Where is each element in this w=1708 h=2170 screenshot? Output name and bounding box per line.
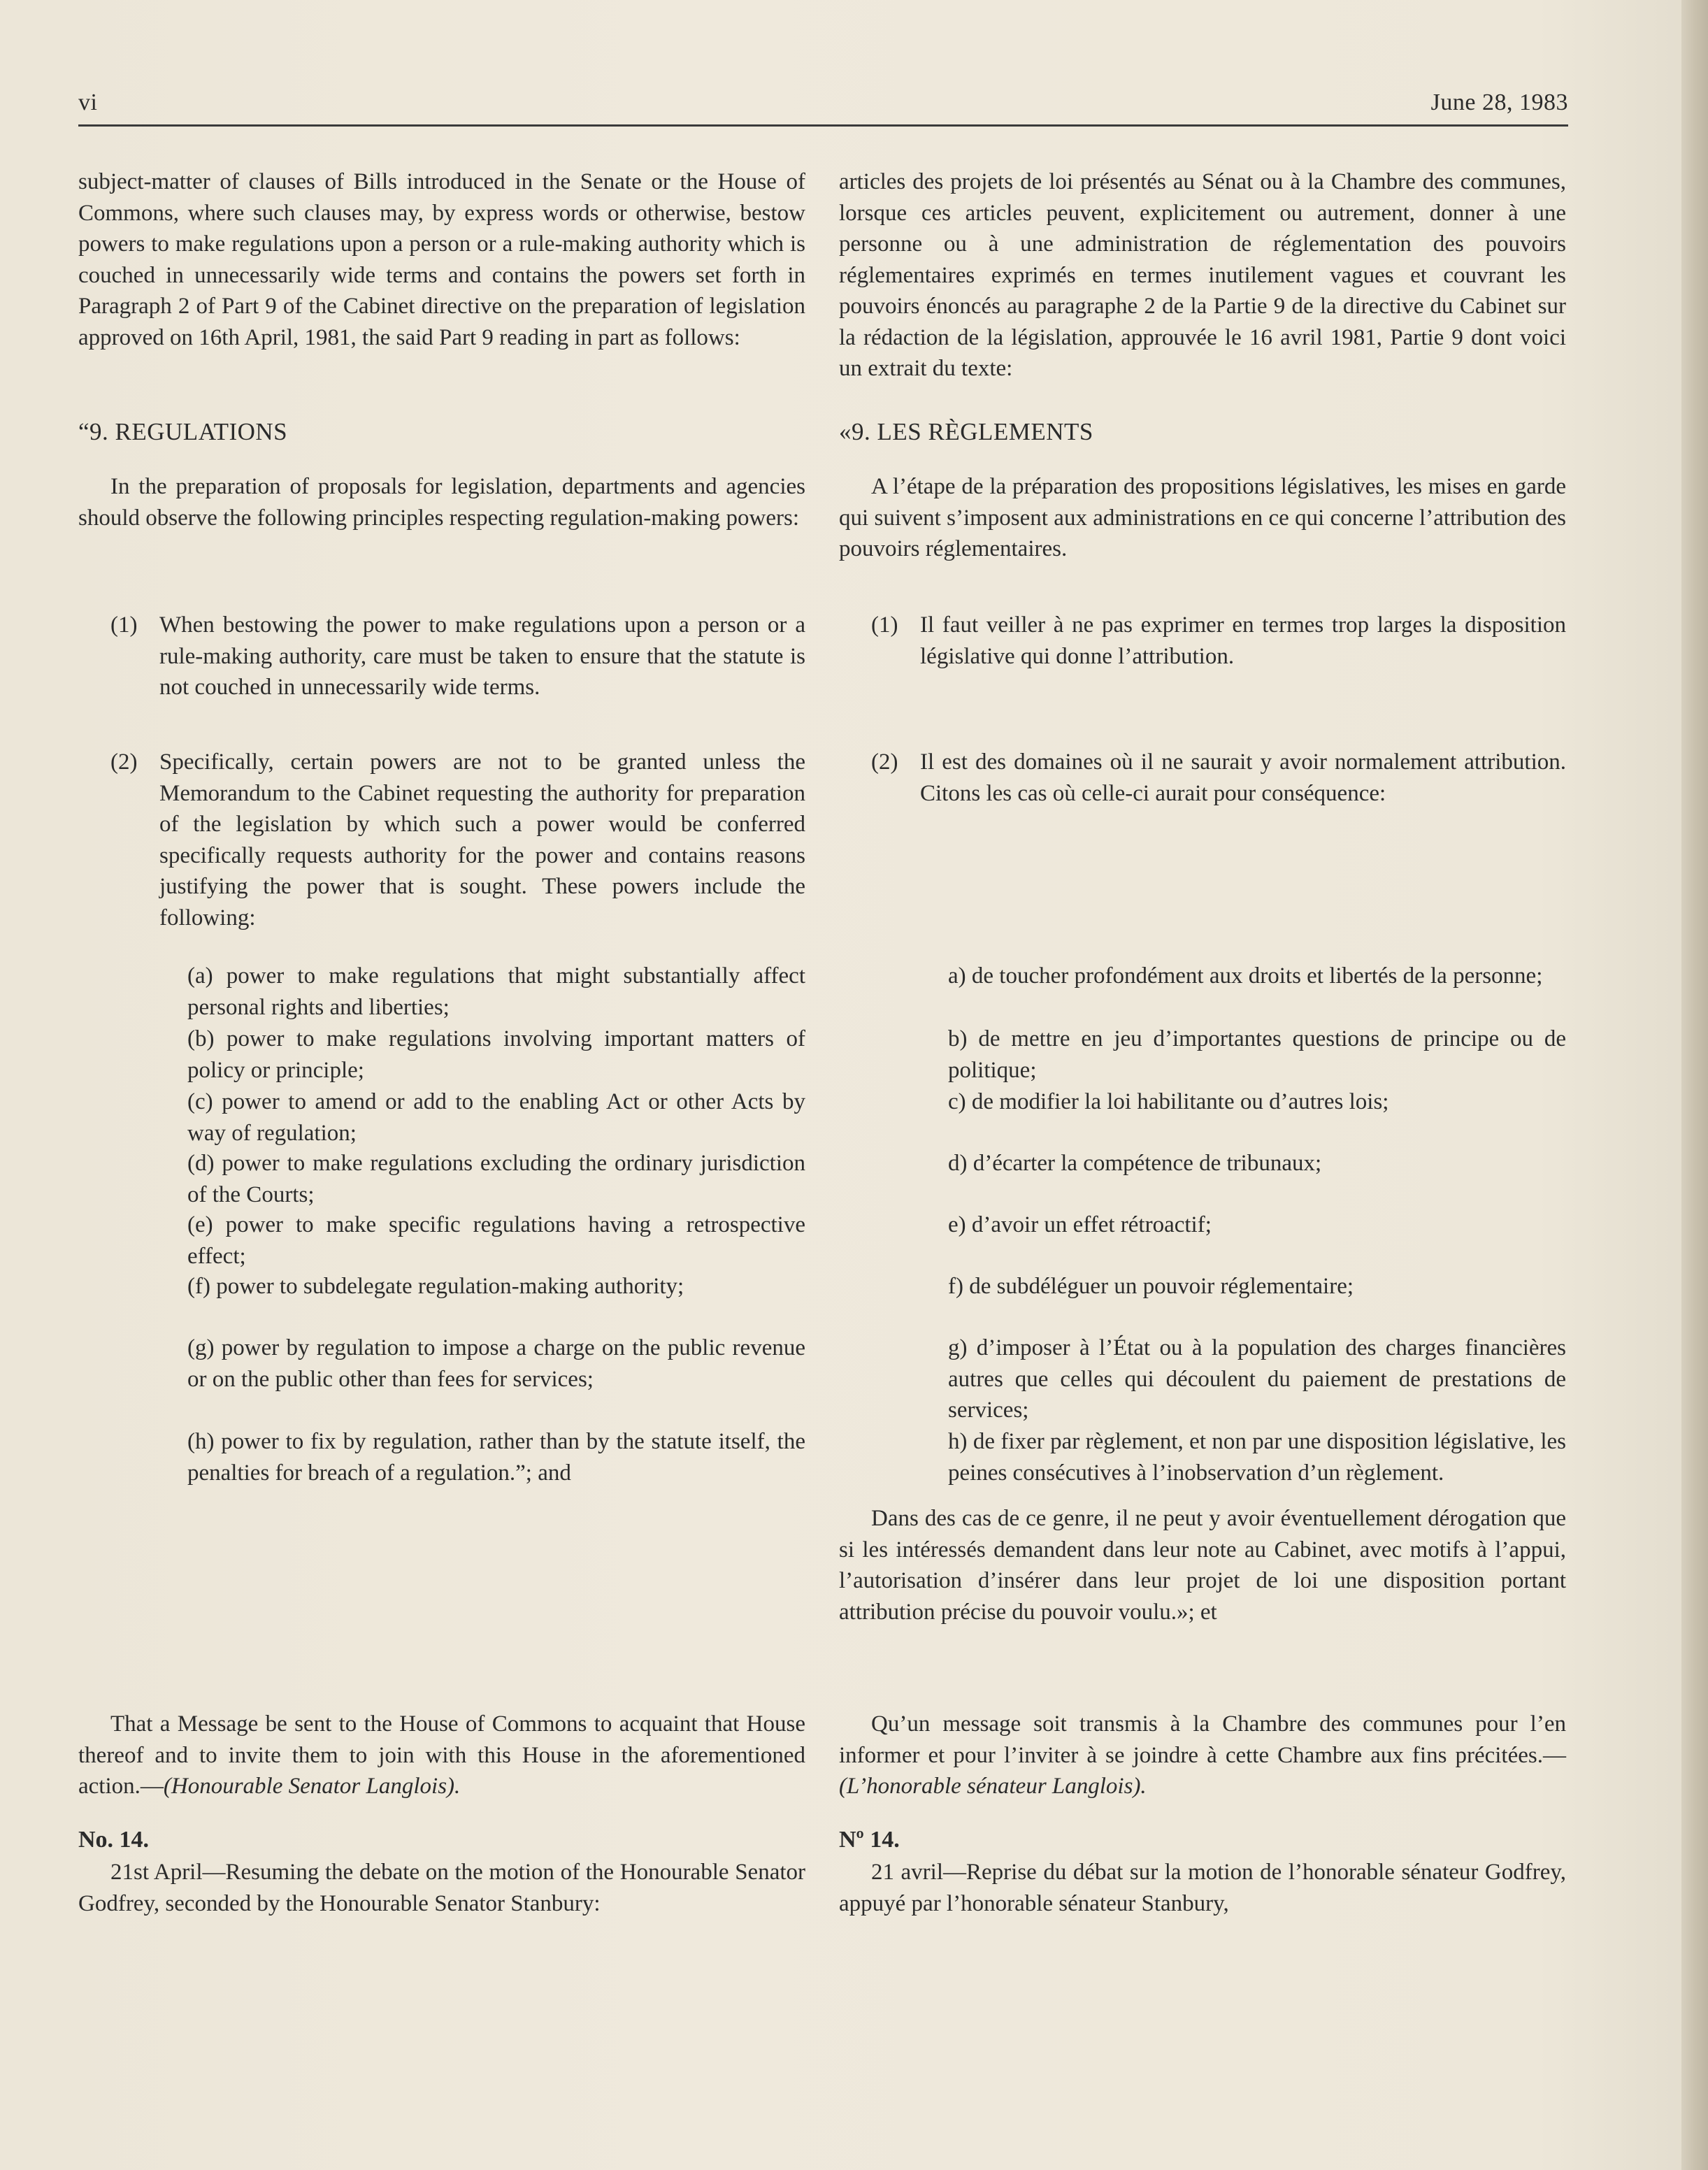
sub-item-g: g) d’imposer à l’État ou à la population des charges financières autres que celles qui découlent du paiement de prestations de services; — [948, 1335, 1566, 1423]
message-attribution: (Honourable Senator Langlois). — [163, 1774, 461, 1799]
message-attribution: (L’honorable sénateur Langlois). — [839, 1774, 1147, 1799]
numbered-item-1 — [110, 610, 805, 703]
item-text: When bestowing the power to make regulations upon a person or a rule-making authority, care must be taken to ensure that the statute is not couched in unnecessarily wide terms. — [159, 612, 805, 700]
sub-item-f: f) de subdéléguer un pouvoir réglementaire; — [948, 1274, 1354, 1299]
sub-item-h: (h) power to fix by regulation, rather than by the statute itself, the penalties for breach of a regulation.”; and — [187, 1429, 805, 1486]
message-paragraph — [78, 1709, 805, 1802]
message-text: That a Message be sent to the House of Commons to acquaint that House thereof and to invite them to join with this House in the aforementioned action.— — [78, 1711, 805, 1799]
item-number-14: Nº 14. — [839, 1827, 900, 1853]
item-14-text: 21st April—Resuming the debate on the motion of the Honourable Senator Godfrey, seconded by the Honourable Senator Stanbury: — [78, 1860, 805, 1916]
sub-item-d: (d) power to make regulations excluding the ordinary jurisdiction of the Courts; — [187, 1151, 805, 1207]
item-number: (1) — [110, 612, 138, 638]
sub-item-c: c) de modifier la loi habilitante ou d’autres lois; — [948, 1089, 1389, 1114]
section-heading: «9. LES RÈGLEMENTS — [839, 418, 1093, 445]
sub-item-a: (a) power to make regulations that might substantially affect personal rights and liberties; — [187, 963, 805, 1020]
item-text: Specifically, certain powers are not to be granted unless the Memorandum to the Cabinet requesting the authority for preparation of the legislation by which such a power would be conferred specifically requests authority for the power and contains reasons justifying the power that is sought. These powers include the following: — [159, 749, 805, 930]
sub-item-g: (g) power by regulation to impose a charge on the public revenue or on the public other than fees for services; — [187, 1335, 805, 1392]
section-paragraph: A l’étape de la préparation des propositions législatives, les mises en garde qui suivent s’imposent aux administrations en ce qui concerne l’attribution des pouvoirs réglementaires. — [839, 474, 1566, 561]
sub-item-a: a) de toucher profondément aux droits et libertés de la personne; — [948, 963, 1543, 989]
item-text: Il est des domaines où il ne saurait y avoir normalement attribution. Citons les cas où celle-ci aurait pour conséquence: — [920, 749, 1566, 806]
intro-paragraph: subject-matter of clauses of Bills introduced in the Senate or the House of Commons, where such clauses may, by express words or otherwise, bestow powers to make regulations upon a person or a rule-making authority which is couched in unnecessarily wide terms and contains the powers set forth in Paragraph 2 of Part 9 of the Cabinet directive on the preparation of legislation approved on 16th April, 1981, the said Part 9 reading in part as follows: — [78, 169, 805, 350]
numbered-item-2 — [110, 747, 805, 933]
section-heading: “9. REGULATIONS — [78, 418, 288, 445]
item-14-text: 21 avril—Reprise du débat sur la motion de l’honorable sénateur Godfrey, appuyé par l’honorable sénateur Stanbury, — [839, 1860, 1566, 1916]
item-number: (2) — [871, 749, 898, 775]
sub-item-c: (c) power to amend or add to the enabling Act or other Acts by way of regulation; — [187, 1089, 805, 1146]
closing-paragraph: Dans des cas de ce genre, il ne peut y avoir éventuellement dérogation que si les intéressés demandent dans leur note au Cabinet, avec motifs à l’appui, l’autorisation d’insérer dans leur projet de loi une disposition portant attribution précise du pouvoir voulu.»; et — [839, 1506, 1566, 1625]
sub-item-d: d) d’écarter la compétence de tribunaux; — [948, 1151, 1322, 1176]
message-text: Qu’un message soit transmis à la Chambre des communes pour l’en informer et pour l’inviter à se joindre à cette Chambre aux fins précitées.— — [839, 1711, 1566, 1768]
header-rule — [78, 124, 1568, 127]
page-date: June 28, 1983 — [1430, 89, 1568, 115]
item-number-14: No. 14. — [78, 1827, 150, 1853]
intro-paragraph: articles des projets de loi présentés au Sénat ou à la Chambre des communes, lorsque ces articles peuvent, explicitement ou autrement, donner à une personne ou à une administration de réglementation des pouvoirs réglementaires exprimés en termes inutilement vagues et couvrant les pouvoirs énoncés au paragraphe 2 de la Partie 9 de la directive du Cabinet sur la rédaction de la législation, approuvée le 16 avril 1981, Partie 9 dont voici un extrait du texte: — [839, 169, 1566, 381]
numbered-item-1 — [871, 610, 1566, 672]
numbered-item-2 — [871, 747, 1566, 809]
sub-item-b: (b) power to make regulations involving important matters of policy or principle; — [187, 1026, 805, 1083]
sub-item-b: b) de mettre en jeu d’importantes questions de principe ou de politique; — [948, 1026, 1566, 1083]
sub-item-h: h) de fixer par règlement, et non par une disposition législative, les peines consécutives à l’inobservation d’un règlement. — [948, 1429, 1566, 1486]
sub-item-f: (f) power to subdelegate regulation-making authority; — [187, 1274, 684, 1299]
section-paragraph: In the preparation of proposals for legislation, departments and agencies should observe the following principles respecting regulation-making powers: — [78, 474, 805, 531]
item-text: Il faut veiller à ne pas exprimer en termes trop larges la disposition législative qui donne l’attribution. — [920, 612, 1566, 669]
sub-item-e: e) d’avoir un effet rétroactif; — [948, 1212, 1212, 1237]
binding-spine — [1681, 0, 1708, 2170]
message-paragraph — [839, 1709, 1566, 1802]
item-number: (1) — [871, 612, 898, 638]
item-number: (2) — [110, 749, 138, 775]
page-number: vi — [78, 89, 98, 115]
sub-item-e: (e) power to make specific regulations having a retrospective effect; — [187, 1212, 805, 1269]
